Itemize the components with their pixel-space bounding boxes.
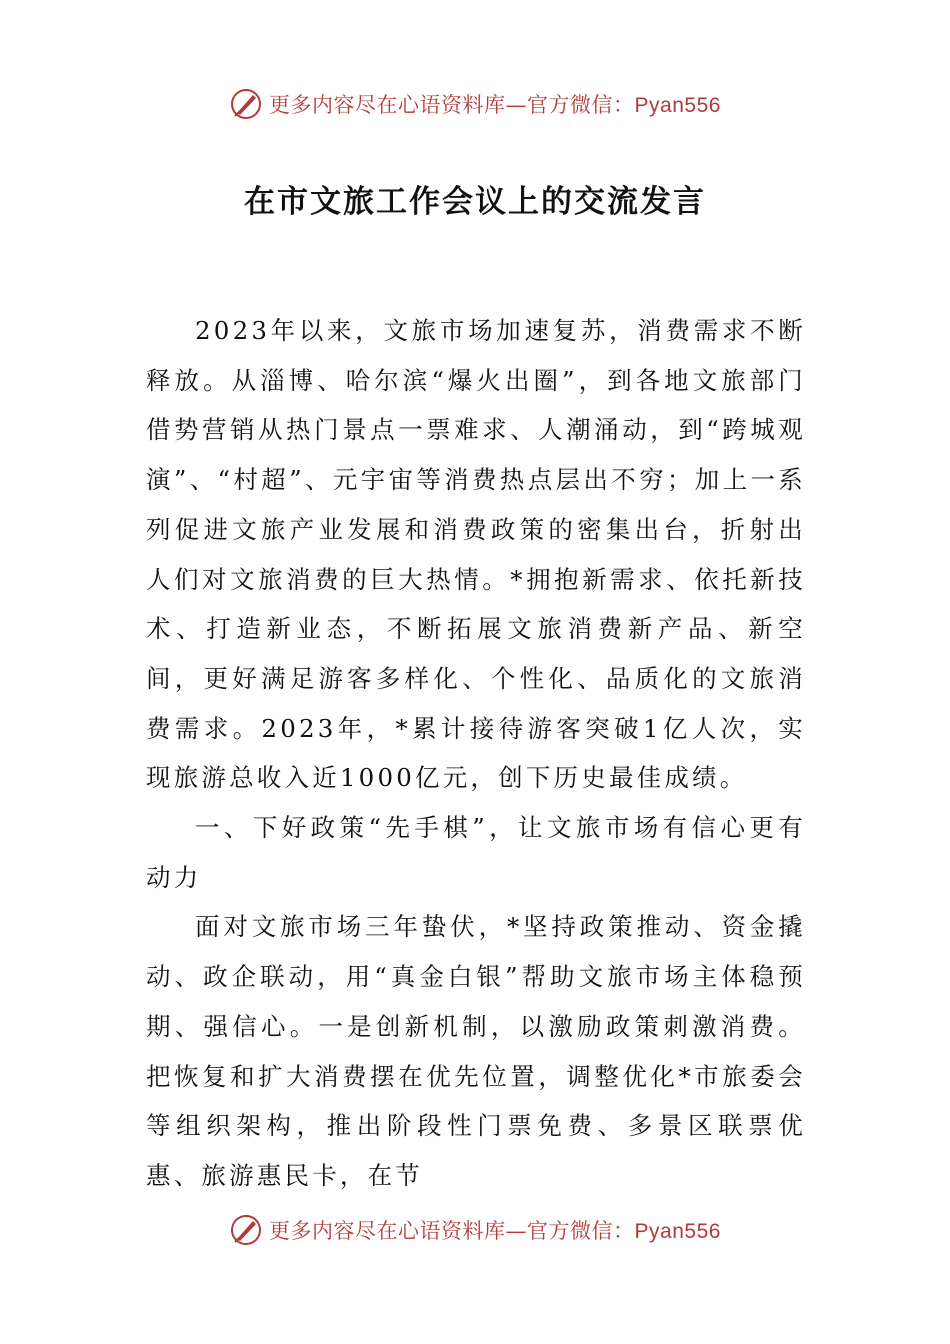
quill-logo-icon: [229, 87, 263, 121]
watermark-text: 更多内容尽在心语资料库—官方微信：Pyan556: [269, 1219, 721, 1243]
document-body: [146, 306, 806, 1201]
watermark-text: 更多内容尽在心语资料库—官方微信：Pyan556: [269, 93, 721, 117]
section-heading-1: 一、下好政策“先手棋”，让文旅市场有信心更有动力: [146, 813, 806, 892]
document-title: 在市文旅工作会议上的交流发言: [244, 184, 706, 220]
paragraph-intro: 2023年以来，文旅市场加速复苏，消费需求不断释放。从淄博、哈尔滨“爆火出圈”，到各地文旅部门借势营销从热门景点一票难求、人潮涌动，到“跨城观演”、“村超”、元宇宙等消费热点层出不穷；加上一系列促进文旅产业发展和消费政策的密集出台，折射出人们对文旅消费的巨大热情。*拥抱新需求、依托新技术、打造新业态，不断拓展文旅消费新产品、新空间，更好满足游客多样化、个性化、品质化的文旅消费需求。2023年，*累计接待游客突破1亿人次，实现旅游总收入近1000亿元，创下历史最佳成绩。: [146, 316, 806, 793]
footer-watermark: [0, 1210, 950, 1250]
watermark-handle: Pyan556: [634, 94, 721, 117]
watermark-handle: Pyan556: [634, 1220, 721, 1243]
header-watermark: [0, 84, 950, 124]
paragraph-section-1: 面对文旅市场三年蛰伏，*坚持政策推动、资金撬动、政企联动，用“真金白银”帮助文旅市场主体稳预期、强信心。一是创新机制，以激励政策刺激消费。把恢复和扩大消费摆在优先位置，调整优化*市旅委会等组织架构，推出阶段性门票免费、多景区联票优惠、旅游惠民卡，在节: [146, 912, 806, 1190]
quill-logo-icon: [229, 1213, 263, 1247]
